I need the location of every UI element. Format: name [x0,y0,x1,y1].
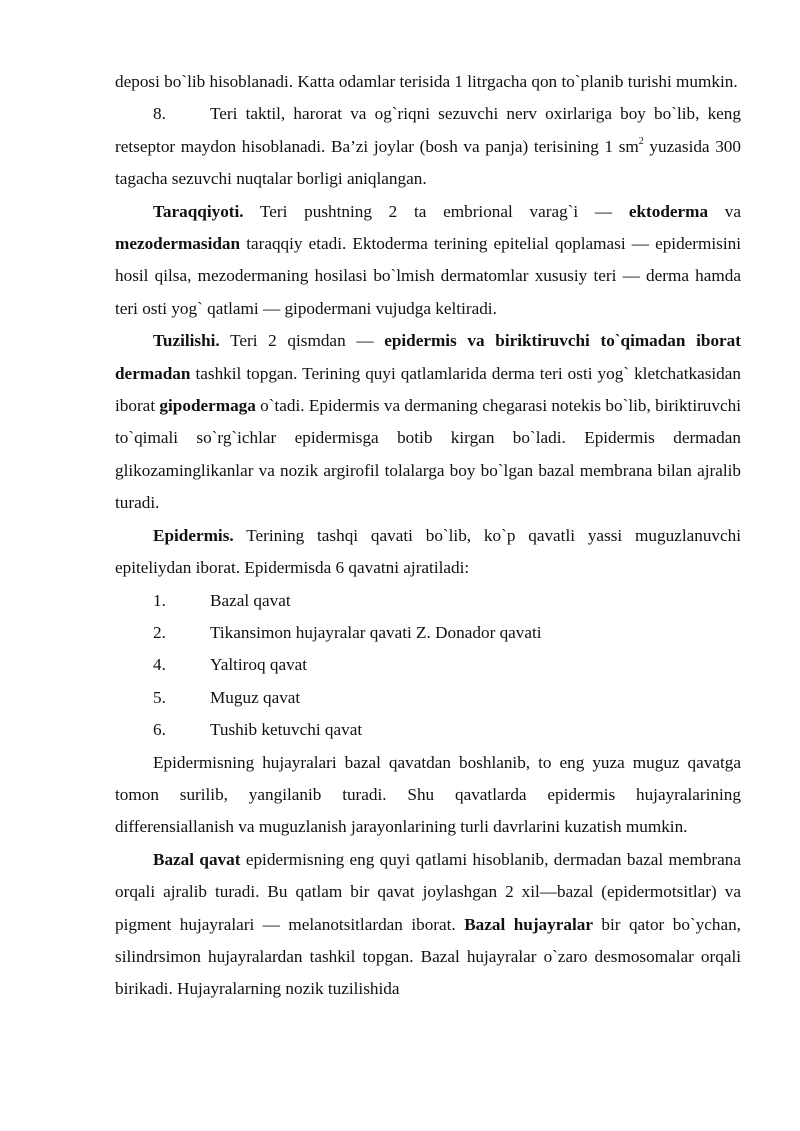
superscript: 2 [638,135,644,147]
text-run: epidermisning eng quyi qatlami hisoblanib, dermadan bazal membrana orqali ajralib turadi. Bu qatlam bir qavat joylashgan 2 xil—bazal (epidermotsitlar) va pigment hujayralari — melanotsitlardan iborat. [115,849,741,934]
list-item [115,682,741,714]
item-number: 8. [153,104,166,124]
bold-term: mezodermasidan [115,234,241,254]
section-lead: Epidermis. [153,525,234,545]
paragraph-item-8 [115,98,741,195]
list-text: Muguz qavat [210,687,301,707]
paragraph-epidermis [115,520,741,585]
paragraph-bazal-qavat [115,844,741,1006]
section-lead: Tuzilishi. [153,331,220,351]
list-item [115,585,741,617]
list-item [115,617,741,649]
bold-term: epidermis va biriktiruvchi to`qimadan iborat dermadan [115,331,741,383]
text-run: Terining tashqi qavati bo`lib, ko`p qavatli yassi muguzlanuvchi epiteliydan iborat. Epidermisda 6 qavatni ajratiladi: [115,525,741,578]
text-run: tashkil topgan. Terining quyi qatlamlarida derma teri osti yog` kletchatkasidan iborat [115,363,741,416]
bold-term: gipodermaga [159,396,256,416]
text-run: o`tadi. Epidermis va dermaning chegarasi notekis bo`lib, biriktiruvchi to`qimali so`rg`ichlar epidermisga botib kirgan bo`ladi. Epidermis dermadan glikozaminglikanlar va nozik argirofil tolalarga boy bo`lgan bazal membrana bilan ajralib turadi. [115,396,741,513]
layer-list [115,585,741,747]
bold-term: ektoderma [628,201,709,221]
text-run: Teri 2 qismdan — [219,331,385,351]
section-lead: Taraqqiyoti. [153,201,244,221]
text-run: va [708,201,741,221]
list-text: Tushib ketuvchi qavat [210,720,363,740]
paragraph-tuzilishi [115,325,741,519]
list-number: 6. [153,720,166,740]
item-text-continued: yuzasida 300 tagacha sezuvchi nuqtalar borligi aniqlangan. [115,136,741,189]
list-text: Bazal qavat [210,590,291,610]
text-run: taraqqiy etadi. Ektoderma terining epitelial qoplamasi — epidermisini hosil qilsa, mezodermaning hosilasi bo`lmish dermatomlar xususiy teri — derma hamda teri osti yog` qatlami — gipodermani vujudga keltiradi. [115,234,741,318]
list-text: Tikansimon hujayralar qavati Z. Donador qavati [210,622,542,642]
paragraph-continuation: deposi bo`lib hisoblanadi. Katta odamlar terisida 1 litrgacha qon to`planib turishi mumkin. [115,72,738,91]
list-number: 4. [153,655,166,675]
paragraph-taraqqiyoti [115,196,741,326]
list-number: 1. [153,590,166,610]
item-text: Teri taktil, harorat va og`riqni sezuvchi nerv oxirlariga boy bo`lib, keng retseptor maydon hisoblanadi. Ba’zi joylar (bosh va panja) terisining 1 sm [115,104,741,156]
list-item [115,714,741,746]
list-number: 5. [153,687,166,707]
text-run: bir qator bo`ychan, silindrsimon hujayralardan tashkil topgan. Bazal hujayralar o`zaro desmosomalar orqali birikadi. Hujayralarning nozik tuzilishida [115,914,741,999]
text-run: Teri pushtning 2 ta embrional varag`i — [243,201,629,221]
list-text: Yaltiroq qavat [210,655,308,675]
paragraph-differentiation: Epidermisning hujayralari bazal qavatdan boshlanib, to eng yuza muguz qavatga tomon surilib, yangilanib turadi. Shu qavatlarda epidermis hujayralarining differensiallanish va muguzlanish jarayonlarining turli davrlarini kuzatish mumkin. [115,752,741,837]
section-lead: Bazal qavat [153,849,241,869]
bold-term: Bazal hujayralar [464,914,593,934]
list-item [115,649,741,681]
document-page [115,66,741,1006]
list-number: 2. [153,622,166,642]
